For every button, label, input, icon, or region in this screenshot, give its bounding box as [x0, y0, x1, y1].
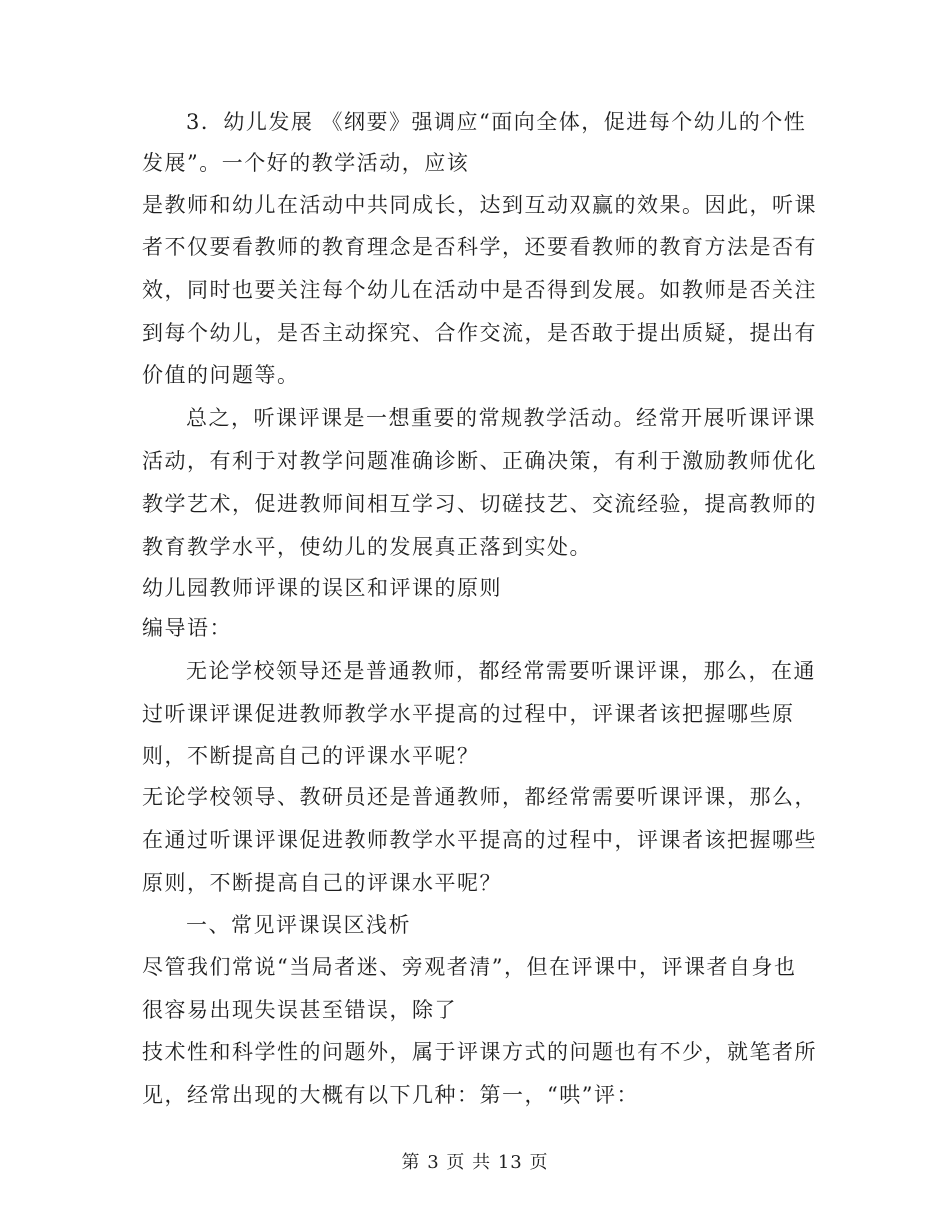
text-line: 发展”。一个好的教学活动，应该: [142, 151, 470, 175]
text-line: 无论学校领导还是普通教师，都经常需要听课评课，那么，在通: [186, 659, 816, 683]
text-line: 尽管我们常说“当局者迷、旁观者清”，但在评课中，评课者自身也: [142, 955, 797, 979]
text-line: 编导语：: [142, 616, 232, 640]
text-line: 总之，听课评课是一想重要的常规教学活动。经常开展听课评课: [186, 406, 816, 430]
text-line: 教学艺术，促进教师间相互学习、切磋技艺、交流经验，提高教师的: [142, 492, 817, 516]
text-line: 技术性和科学性的问题外，属于评课方式的问题也有不少，就笔者所: [142, 1040, 817, 1064]
text-line: 见，经常出现的大概有以下几种：第一，“哄”评：: [142, 1083, 639, 1107]
section-title: 幼儿园教师评课的误区和评课的原则: [142, 576, 502, 600]
text-line: 3．幼儿发展 《纲要》强调应“面向全体，促进每个幼儿的个性: [186, 110, 807, 134]
text-line: 价值的问题等。: [142, 363, 300, 387]
section-heading: 一、常见评课误区浅析: [186, 913, 411, 937]
text-line: 效，同时也要关注每个幼儿在活动中是否得到发展。如教师是否关注: [142, 278, 817, 302]
text-line: 过听课评课促进教师教学水平提高的过程中，评课者该把握哪些原: [142, 702, 795, 726]
page-footer: 第 3 页 共 13 页: [401, 1152, 549, 1173]
text-line: 在通过听课评课促进教师教学水平提高的过程中，评课者该把握哪些: [142, 828, 817, 852]
text-line: 很容易出现失误甚至错误，除了: [142, 998, 457, 1022]
text-line: 者不仅要看教师的教育理念是否科学，还要看教师的教育方法是否有: [142, 235, 817, 259]
text-line: 则，不断提高自己的评课水平呢？: [142, 744, 480, 768]
text-line: 是教师和幼儿在活动中共同成长，达到互动双赢的效果。因此，听课: [142, 193, 817, 217]
text-line: 活动，有利于对教学问题准确诊断、正确决策，有利于激励教师优化: [142, 449, 817, 473]
text-line: 教育教学水平，使幼儿的发展真正落到实处。: [142, 535, 592, 559]
text-line: 原则，不断提高自己的评课水平呢？: [142, 871, 502, 895]
text-line: 无论学校领导、教研员还是普通教师，都经常需要听课评课，那么，: [142, 785, 817, 809]
text-line: 到每个幼儿，是否主动探究、合作交流，是否敢于提出质疑，提出有: [142, 321, 817, 345]
